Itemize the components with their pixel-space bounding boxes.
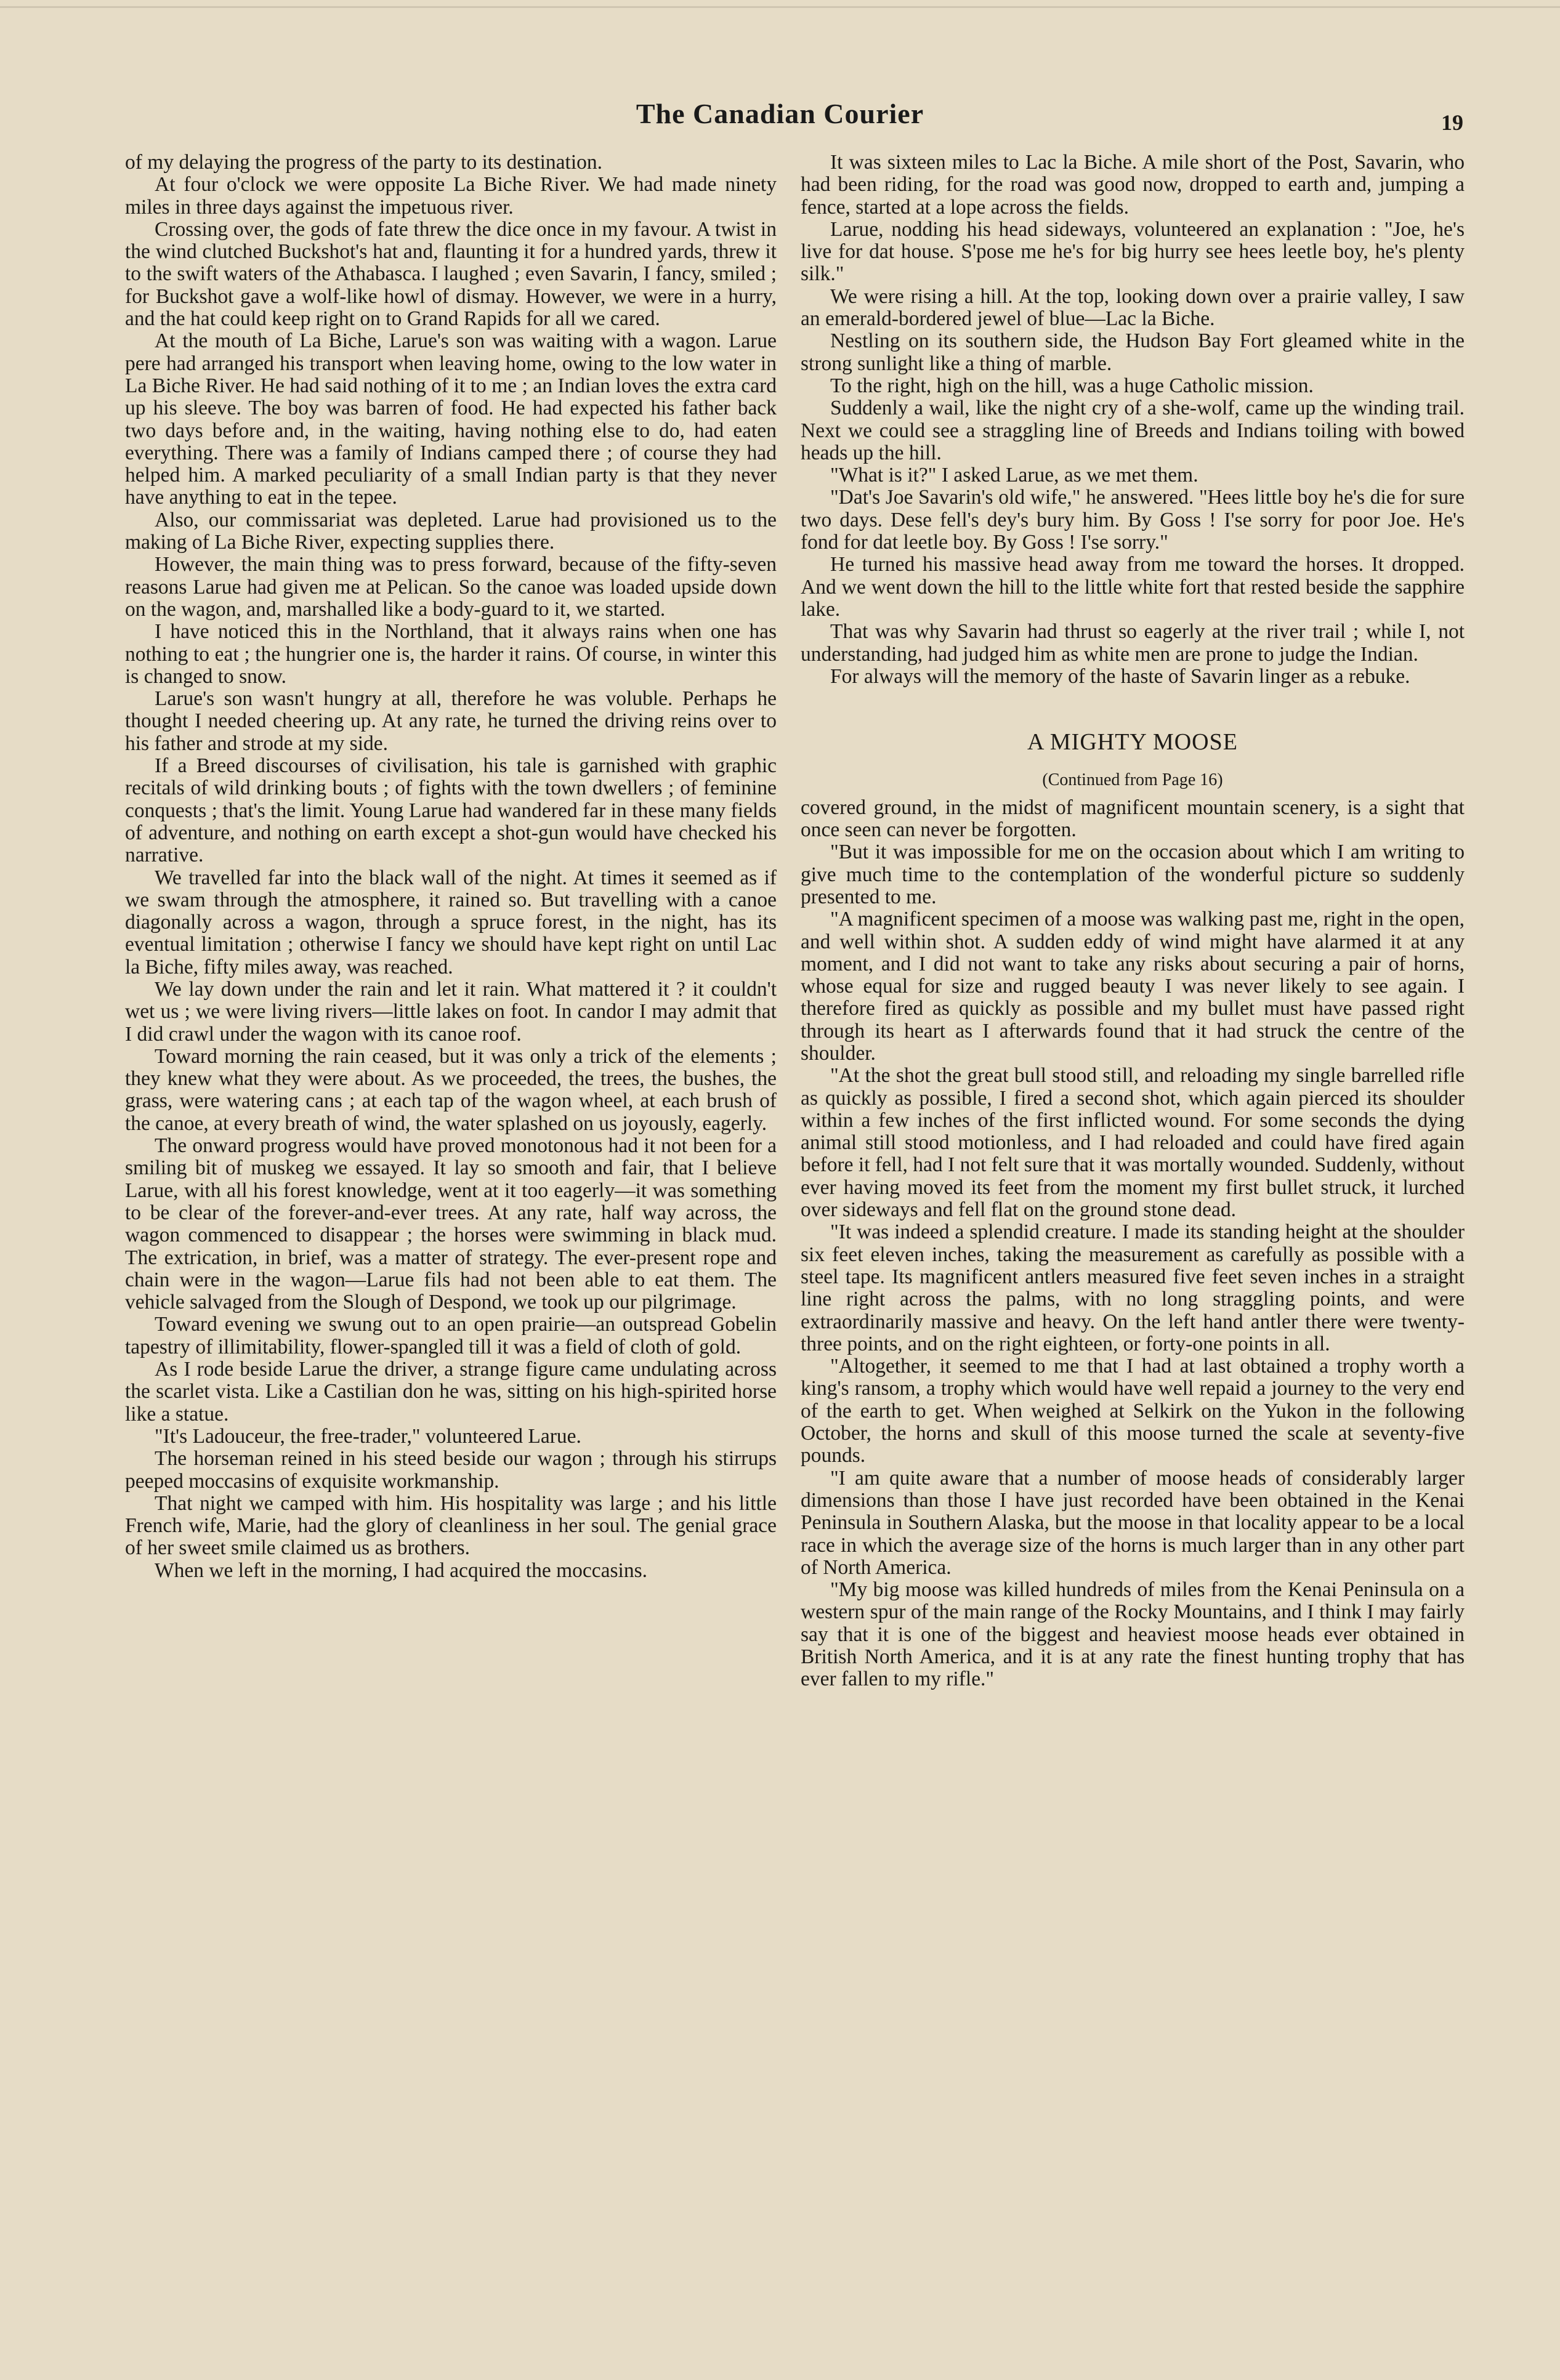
paragraph: We lay down under the rain and let it rain. What mattered it ? it couldn't wet us ; we were living rivers—little lakes on foot. In candor I may admit that I did crawl under the wagon with its canoe roof.	[125, 977, 777, 1046]
paragraph: Larue's son wasn't hungry at all, therefore he was voluble. Perhaps he thought I needed cheering up. At any rate, he turned the driving reins over to his father and strode at my side.	[125, 687, 777, 755]
paragraph: The horseman reined in his steed beside our wagon ; through his stirrups peeped moccasins of exquisite workmanship.	[125, 1447, 777, 1493]
continued-note: (Continued from Page 16)	[1042, 770, 1223, 790]
paragraph: "But it was impossible for me on the occasion about which I am writing to give much time to the contemplation of the wonderful picture so suddenly presented to me.	[801, 841, 1465, 908]
paragraph: When we left in the morning, I had acquired the moccasins.	[155, 1559, 648, 1582]
paragraph: As I rode beside Larue the driver, a strange figure came undulating across the scarlet vista. Like a Castilian don he was, sitting on his high-spirited horse like a statue.	[125, 1358, 777, 1426]
paragraph: Nestling on its southern side, the Hudson Bay Fort gleamed white in the strong sunlight like a thing of marble.	[801, 329, 1465, 375]
paragraph: "It was indeed a splendid creature. I made its standing height at the shoulder six feet eleven inches, taking the measurement as carefully as possible with a steel tape. Its magnificent antlers measured five feet seven inches in a straight line right across the palms, with no long straggling points, and were extraordinarily massive and heavy. On the left hand antler there were twenty-three points, and on the right eighteen, or forty-one points in all.	[801, 1220, 1465, 1355]
paragraph: I have noticed this in the Northland, that it always rains when one has nothing to eat ; the hungrier one is, the harder it rains. Of course, in winter this is changed to snow.	[125, 620, 777, 688]
paragraph: covered ground, in the midst of magnificent mountain scenery, is a sight that once seen can never be forgotten.	[801, 796, 1465, 842]
paragraph: "Altogether, it seemed to me that I had at last obtained a trophy worth a king's ransom, a trophy which would have well repaid a journey to the very end of the earth to get. When weighed at Selkirk on the Yukon in the following October, the horns and skull of this moose turned the scale at seventy-five pounds.	[801, 1355, 1465, 1467]
left-column	[125, 151, 777, 1582]
paragraph: We travelled far into the black wall of the night. At times it seemed as if we swam through the atmosphere, it rained so. But travelling with a canoe diagonally across a wagon, through a spruce forest, in the night, has its eventual limitation ; otherwise I fancy we should have kept right on until Lac la Biche, fifty miles away, was reached.	[125, 866, 777, 978]
article-headline: A MIGHTY MOOSE	[1027, 729, 1238, 756]
paragraph: Toward morning the rain ceased, but it was only a trick of the elements ; they knew what they were about. As we proceeded, the trees, the bushes, the grass, were watering cans ; at each tap of the wagon wheel, at each brush of the canoe, at every breath of wind, the water splashed on us joyously, eagerly.	[125, 1044, 777, 1135]
paragraph: Also, our commissariat was depleted. Larue had provisioned us to the making of La Biche River, expecting supplies there.	[125, 508, 777, 554]
paragraph: However, the main thing was to press forward, because of the fifty-seven reasons Larue had given me at Pelican. So the canoe was loaded upside down on the wagon, and, marshalled like a body-guard to it, we started.	[125, 553, 777, 621]
paragraph: "At the shot the great bull stood still, and reloading my single barrelled rifle as quickly as possible, I fired a second shot, which again pierced its shoulder within a few inches of the first inflicted wound. For some seconds the dying animal still stood motionless, and I had reloaded and could have fired again before it fell, had I not felt sure that it was mortally wounded. Suddenly, without ever having moved its feet from the moment my first bullet struck, it lurched over sideways and fell flat on the ground stone dead.	[801, 1064, 1465, 1222]
paragraph: Toward evening we swung out to an open prairie—an outspread Gobelin tapestry of illimitability, flower-spangled till it was a field of cloth of gold.	[125, 1313, 777, 1358]
paragraph: "My big moose was killed hundreds of miles from the Kenai Peninsula on a western spur of the main range of the Rocky Mountains, and I think I may fairly say that it is one of the biggest and heaviest moose heads ever obtained in British North America, and it is at any rate the finest hunting trophy that has ever fallen to my rifle."	[801, 1578, 1465, 1691]
paragraph: Larue, nodding his head sideways, volunteered an explanation : "Joe, he's live for dat house. S'pose me he's for big hurry see hees leetle boy, he's plenty silk."	[801, 217, 1465, 286]
paragraph: of my delaying the progress of the party to its destination.	[125, 151, 602, 174]
paragraph: He turned his massive head away from me toward the horses. It dropped. And we went down the hill to the little white fort that rested beside the sapphire lake.	[801, 553, 1465, 621]
paragraph: That night we camped with him. His hospitality was large ; and his little French wife, Marie, had the glory of cleanliness in her soul. The genial grace of her sweet smile claimed us as brothers.	[125, 1491, 777, 1560]
paragraph: "What is it?" I asked Larue, as we met them.	[830, 464, 1198, 487]
paragraph: "Dat's Joe Savarin's old wife," he answered. "Hees little boy he's die for sure two days. Dese fell's dey's bury him. By Goss ! I'se sorry for poor Joe. He's fond for dat leetle boy. By Goss ! I'se sorry."	[801, 486, 1465, 554]
paragraph: To the right, high on the hill, was a huge Catholic mission.	[830, 374, 1314, 397]
top-rule	[0, 6, 1560, 8]
running-header: The Canadian Courier	[636, 98, 924, 129]
paragraph: That was why Savarin had thrust so eagerly at the river trail ; while I, not understanding, had judged him as white men are prone to judge the Indian.	[801, 620, 1465, 666]
paragraph: If a Breed discourses of civilisation, his tale is garnished with graphic recitals of wild drinking bouts ; of fights with the town dwellers ; of feminine conquests ; that's the limit. Young Larue had wandered far in these many fields of adventure, and nothing on earth except a shot-gun would have checked his narrative.	[125, 754, 777, 867]
paragraph: "It's Ladouceur, the free-trader," volunteered Larue.	[155, 1424, 581, 1448]
paragraph: At the mouth of La Biche, Larue's son was waiting with a wagon. Larue pere had arranged his transport when leaving home, owing to the low water in La Biche River. He had said nothing of it to me ; an Indian loves the extra card up his sleeve. The boy was barren of food. He had expected his father back two days before and, in the waiting, having nothing else to do, had eaten everything. There was a family of Indians camped there ; of course they had helped him. A marked peculiarity of a small Indian party is that they never have anything to eat in the tepee.	[125, 329, 777, 509]
paragraph: "I am quite aware that a number of moose heads of considerably larger dimensions than those I have just recorded have been obtained in the Kenai Peninsula in Southern Alaska, but the moose in that locality appear to be a local race in which the average size of the horns is much larger than in any other part of North America.	[801, 1466, 1465, 1579]
paragraph: We were rising a hill. At the top, looking down over a prairie valley, I saw an emerald-bordered jewel of blue—Lac la Biche.	[801, 284, 1465, 331]
paragraph: For always will the memory of the haste of Savarin linger as a rebuke.	[830, 664, 1410, 688]
paragraph: At four o'clock we were opposite La Biche River. We had made ninety miles in three days against the impetuous river.	[125, 173, 777, 219]
page-number: 19	[1441, 110, 1463, 135]
right-column	[801, 151, 1465, 1691]
paragraph: The onward progress would have proved monotonous had it not been for a smiling bit of muskeg we essayed. It lay so smooth and fair, that I believe Larue, with all his forest knowledge, went at it too eagerly—it was something to be clear of the forever-and-ever trees. At any rate, half way across, the wagon commenced to disappear ; the horses were swimming in black mud. The extrication, in brief, was a matter of strategy. The ever-present rope and chain were in the wagon—Larue fils had not been able to eat them. The vehicle salvaged from the Slough of Despond, we took up our pilgrimage.	[125, 1134, 777, 1314]
paragraph: "A magnificent specimen of a moose was walking past me, right in the open, and well within shot. A sudden eddy of wind might have alarmed it at any moment, and I did not want to take any risks about securing a pair of horns, whose equal for size and rugged beauty I was never likely to see again. I therefore fired as quickly as possible and my bullet must have passed right through its heart as I afterwards found that it had struck the centre of the shoulder.	[801, 908, 1465, 1065]
paragraph: Suddenly a wail, like the night cry of a she-wolf, came up the winding trail. Next we could see a straggling line of Breeds and Indians toiling with bowed heads up the hill.	[801, 397, 1465, 464]
paragraph: Crossing over, the gods of fate threw the dice once in my favour. A twist in the wind clutched Buckshot's hat and, flaunting it for a hundred yards, threw it to the swift waters of the Athabasca. I laughed ; even Savarin, I fancy, smiled ; for Buckshot gave a wolf-like howl of dismay. However, we were in a hurry, and the hat could keep right on to Grand Rapids for all we cared.	[125, 217, 777, 331]
paragraph: It was sixteen miles to Lac la Biche. A mile short of the Post, Savarin, who had been riding, for the road was good now, dropped to earth and, jumping a fence, started at a lope across the fields.	[801, 151, 1465, 219]
